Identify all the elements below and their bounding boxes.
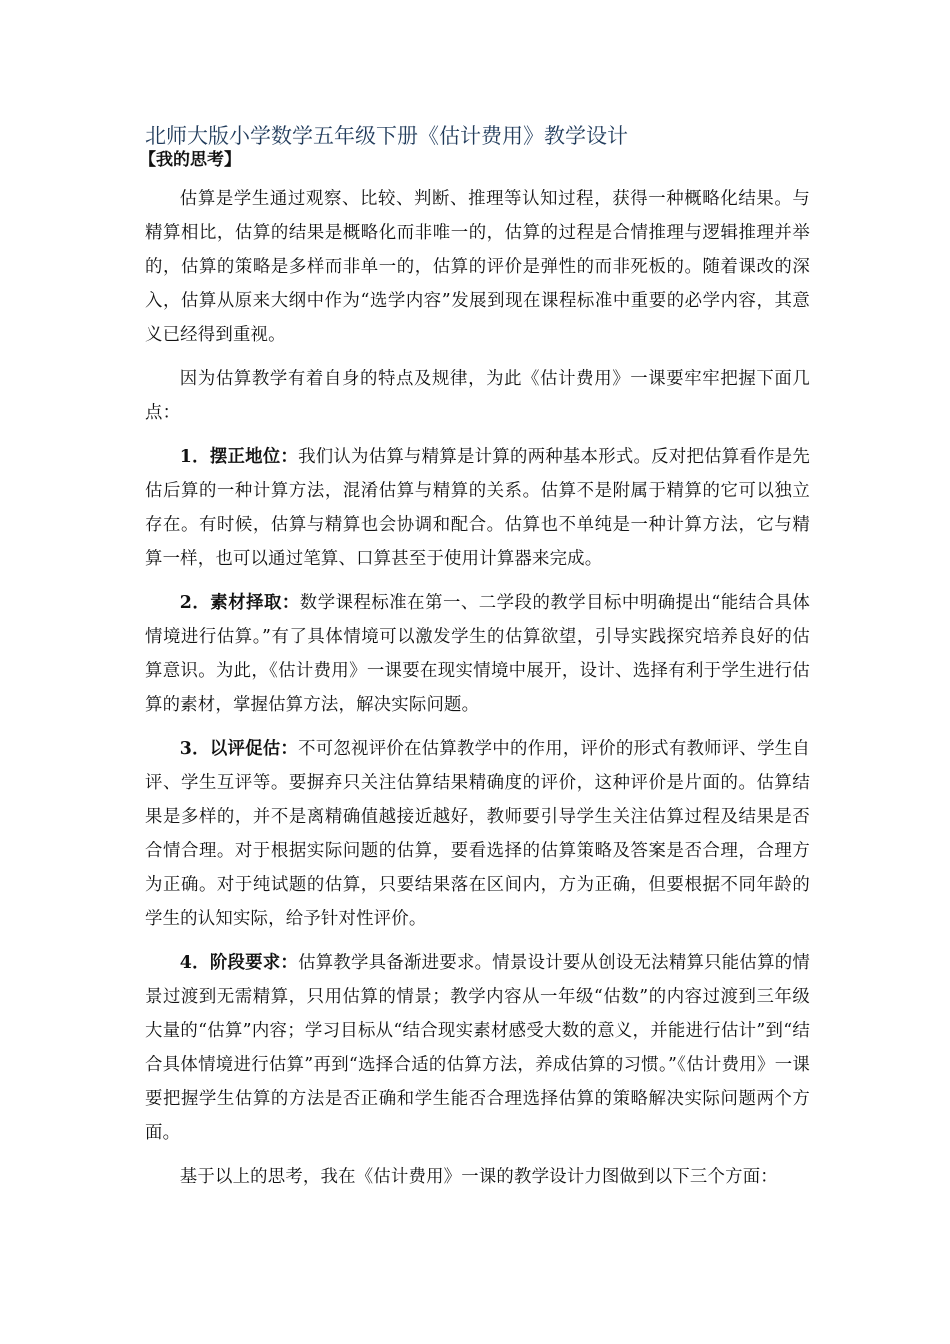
point-text: 估算教学具备渐进要求。情景设计要从创设无法精算只能估算的情景过渡到无需精算，只用估算的情景；教学内容从一年级“估数”的内容过渡到三年级大量的“估算”内容；学习目标从“结合现实素材感受大数的意义，并能进行估计”到“结合具体情境进行估算”再到“选择合适的估算方法，养成估算的习惯。”《估计费用》一课要把握学生估算的方法是否正确和学生能否合理选择估算的策略解决实际问题两个方面。: [145, 953, 810, 1143]
point-text: 不可忽视评价在估算教学中的作用，评价的形式有教师评、学生自评、学生互评等。要摒弃只关注估算结果精确度的评价，这种评价是片面的。估算结果是多样的，并不是离精确值越接近越好，教师要引导学生关注估算过程及结果是否合情合理。对于根据实际问题的估算，要看选择的估算策略及答案是否合理，合理方为正确。对于纯试题的估算，只要结果落在区间内，方为正确，但要根据不同年龄的学生的认知实际，给予针对性评价。: [145, 739, 810, 929]
point-label: 3．以评促估：: [179, 739, 299, 759]
document-title: 北师大版小学数学五年级下册《估计费用》教学设计: [145, 124, 628, 148]
paragraph-conclusion: [145, 1160, 810, 1194]
paragraph-point-1: [145, 440, 810, 576]
paragraph-text: 因为估算教学有着自身的特点及规律，为此《估计费用》一课要牢牢把握下面几点：: [145, 369, 810, 423]
paragraph-point-2: [145, 586, 810, 722]
section-heading: 【我的思考】: [139, 150, 241, 170]
paragraph-text: 基于以上的思考，我在《估计费用》一课的教学设计力图做到以下三个方面：: [179, 1167, 778, 1187]
paragraph-lead-in: [145, 362, 810, 430]
document-body: [145, 182, 810, 1194]
point-label: 1．摆正地位：: [179, 447, 299, 467]
point-label: 4．阶段要求：: [179, 953, 299, 973]
point-label: 2．素材择取：: [179, 593, 300, 613]
paragraph-text: 估算是学生通过观察、比较、判断、推理等认知过程，获得一种概略化结果。与精算相比，估算的结果是概略化而非唯一的，估算的过程是合情推理与逻辑推理并举的，估算的策略是多样而非单一的，估算的评价是弹性的而非死板的。随着课改的深入，估算从原来大纲中作为“选学内容”发展到现在课程标准中重要的必学内容，其意义已经得到重视。: [145, 189, 810, 345]
paragraph-point-3: [145, 732, 810, 936]
paragraph-point-4: [145, 946, 810, 1150]
point-text: 数学课程标准在第一、二学段的教学目标中明确提出“能结合具体情境进行估算。”有了具体情境可以激发学生的估算欲望，引导实践探究培养良好的估算意识。为此，《估计费用》一课要在现实情境中展开，设计、选择有利于学生进行估算的素材，掌握估算方法，解决实际问题。: [145, 593, 810, 715]
point-text: 我们认为估算与精算是计算的两种基本形式。反对把估算看作是先估后算的一种计算方法，混淆估算与精算的关系。估算不是附属于精算的它可以独立存在。有时候，估算与精算也会协调和配合。估算也不单纯是一种计算方法，它与精算一样，也可以通过笔算、口算甚至于使用计算器来完成。: [145, 447, 810, 569]
paragraph-intro: [145, 182, 810, 352]
